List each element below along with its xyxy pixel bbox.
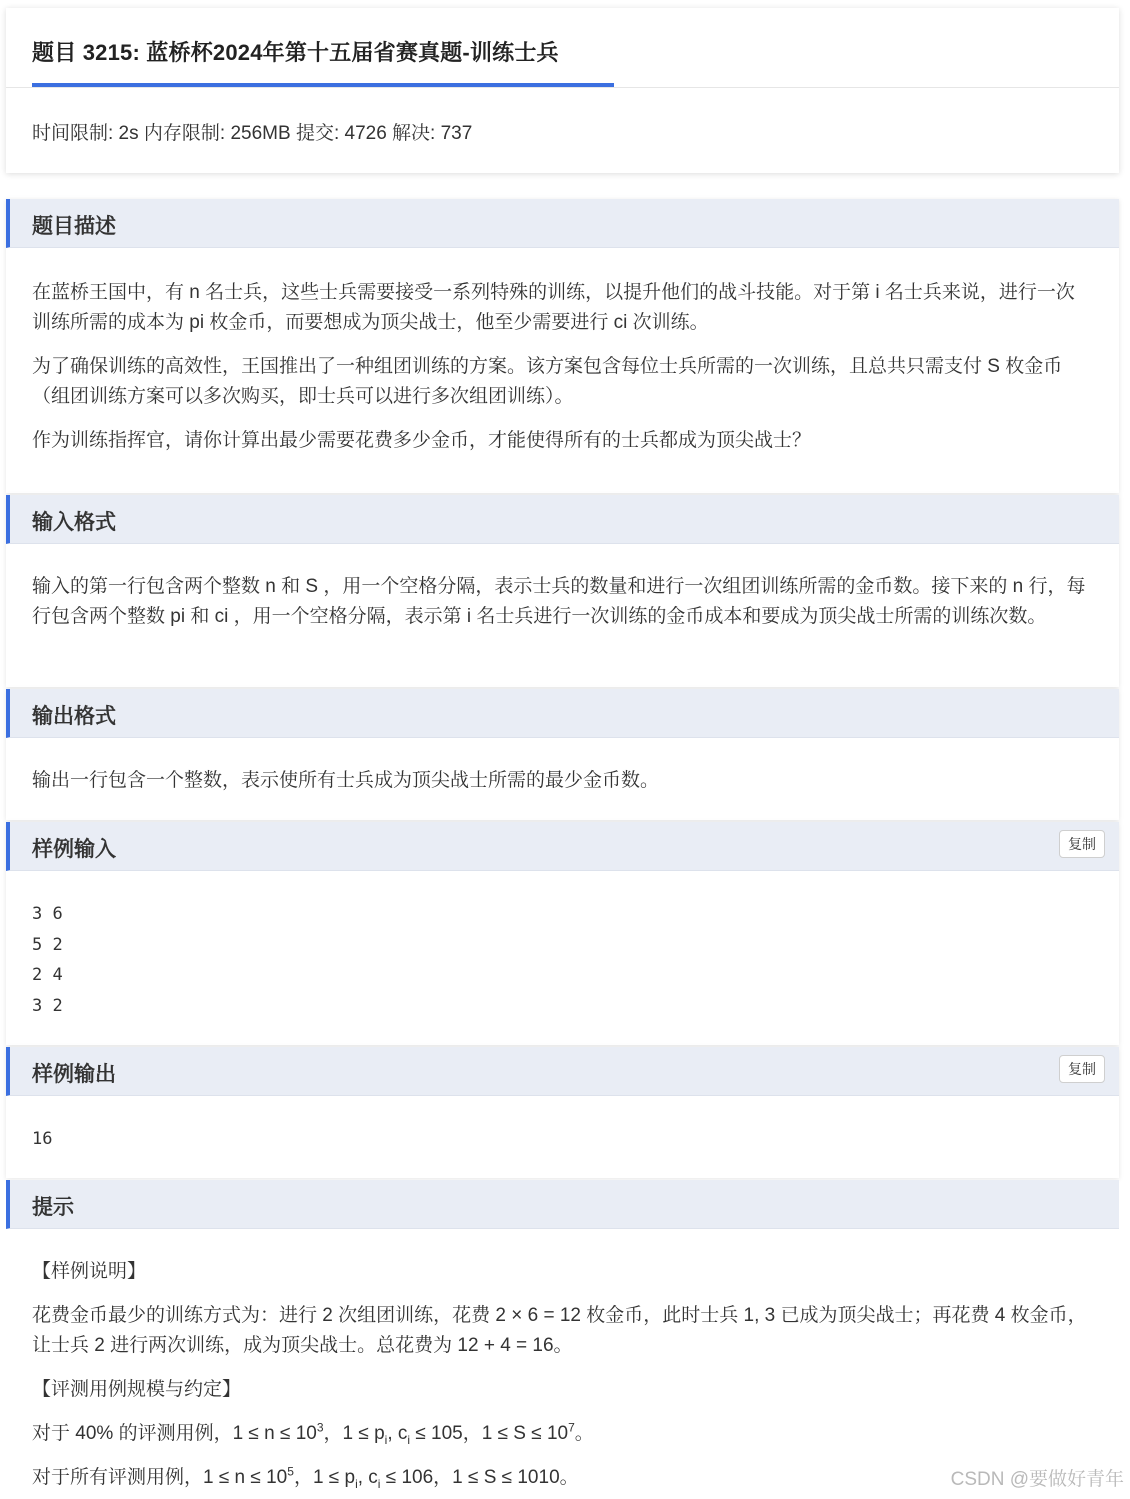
input-format-heading: 输入格式 [32, 511, 116, 534]
sample-input-line: 3 6 [32, 904, 63, 924]
sample-note-text: 花费金币最少的训练方式为：进行 2 次组团训练，花费 2 × 6 = 12 枚金币，此时士兵 1, 3 已成为顶尖战士；再花费 4 枚金币，让士兵 2 进行两次训练，成为顶尖战士。总花费为 12 + 4 = 16。 [32, 1305, 1087, 1356]
sample-output-value: 16 [32, 1129, 53, 1149]
description-heading: 题目描述 [32, 215, 116, 238]
copy-sample-output-button[interactable]: 复制 [1059, 1055, 1105, 1083]
sample-input-heading: 样例输入 [32, 838, 116, 861]
hint-heading: 提示 [32, 1196, 74, 1219]
csdn-watermark: CSDN @要做好青年 [950, 1469, 1124, 1490]
sample-output-header [6, 1047, 1119, 1096]
input-format-section [6, 495, 1119, 687]
description-header [6, 199, 1119, 248]
sample-input-line: 5 2 [32, 934, 63, 955]
description-paragraph-1: 在蓝桥王国中，有 n 名士兵，这些士兵需要接受一系列特殊的训练，以提升他们的战斗技能。对于第 i 名士兵来说，进行一次训练所需的成本为 pi 枚金币，而要想成为顶尖战士，他至少需要进行 ci 次训练。 [32, 282, 1075, 333]
sample-input-line: 2 4 [32, 965, 63, 985]
description-section [6, 199, 1119, 493]
input-format-text: 输入的第一行包含两个整数 n 和 S ，用一个空格分隔，表示士兵的数量和进行一次组团训练所需的金币数。接下来的 n 行，每行包含两个整数 pi 和 ci ，用一个空格分隔，表示第 i 名士兵进行一次训练的金币成本和要成为顶尖战士所需的训练次数。 [32, 576, 1086, 627]
output-format-body [6, 738, 1119, 796]
description-body [6, 248, 1119, 456]
title-underline [32, 83, 614, 87]
hint-header [6, 1180, 1119, 1229]
sample-output-section [6, 1047, 1119, 1178]
sample-note-title: 【样例说明】 [32, 1261, 147, 1282]
sample-input-section [6, 822, 1119, 1045]
input-format-body [6, 544, 1119, 632]
title-row [6, 8, 1119, 88]
sample-input-header [6, 822, 1119, 871]
problem-header-card [6, 8, 1119, 173]
copy-sample-input-button[interactable]: 复制 [1059, 830, 1105, 858]
output-format-text: 输出一行包含一个整数，表示使所有士兵成为顶尖战士所需的最少金币数。 [32, 770, 660, 791]
output-format-header [6, 689, 1119, 738]
sample-input-line: 3 2 [32, 995, 63, 1016]
scale-title: 【评测用例规模与约定】 [32, 1379, 242, 1400]
description-paragraph-3: 作为训练指挥官，请你计算出最少需要花费多少金币，才能使得所有的士兵都成为顶尖战士？ [32, 430, 812, 451]
hint-body [6, 1229, 1119, 1493]
hint-section [6, 1180, 1119, 1499]
output-format-section [6, 689, 1119, 820]
sample-input-body [6, 871, 1119, 1021]
scale-all-cases: 对于所有评测用例，$1 \le n \le 10^5$，$1 \le p_i$, $c_i \le 106$，1 ≤ S ≤ 1010。 [32, 1464, 579, 1491]
input-format-header [6, 495, 1119, 544]
sample-output-heading: 样例输出 [32, 1063, 116, 1086]
description-paragraph-2: 为了确保训练的高效性，王国推出了一种组团训练的方案。该方案包含每位士兵所需的一次训练，且总共只需支付 S 枚金币（组团训练方案可以多次购买，即士兵可以进行多次组团训练）。 [32, 356, 1063, 407]
sample-output-body [6, 1096, 1119, 1155]
problem-meta: 时间限制: 2s 内存限制: 256MB 提交: 4726 解决: 737 [32, 123, 473, 144]
page-title: 题目 3215: 蓝桥杯2024年第十五届省赛真题-训练士兵 [32, 40, 559, 65]
scale-40-percent: 对于 40% 的评测用例，$1 \le n \le 10^3$，$1 \le p_i$, $c_i \le 105$，$1 \le S \le 10^7$。 [32, 1420, 594, 1447]
output-format-heading: 输出格式 [32, 705, 116, 728]
